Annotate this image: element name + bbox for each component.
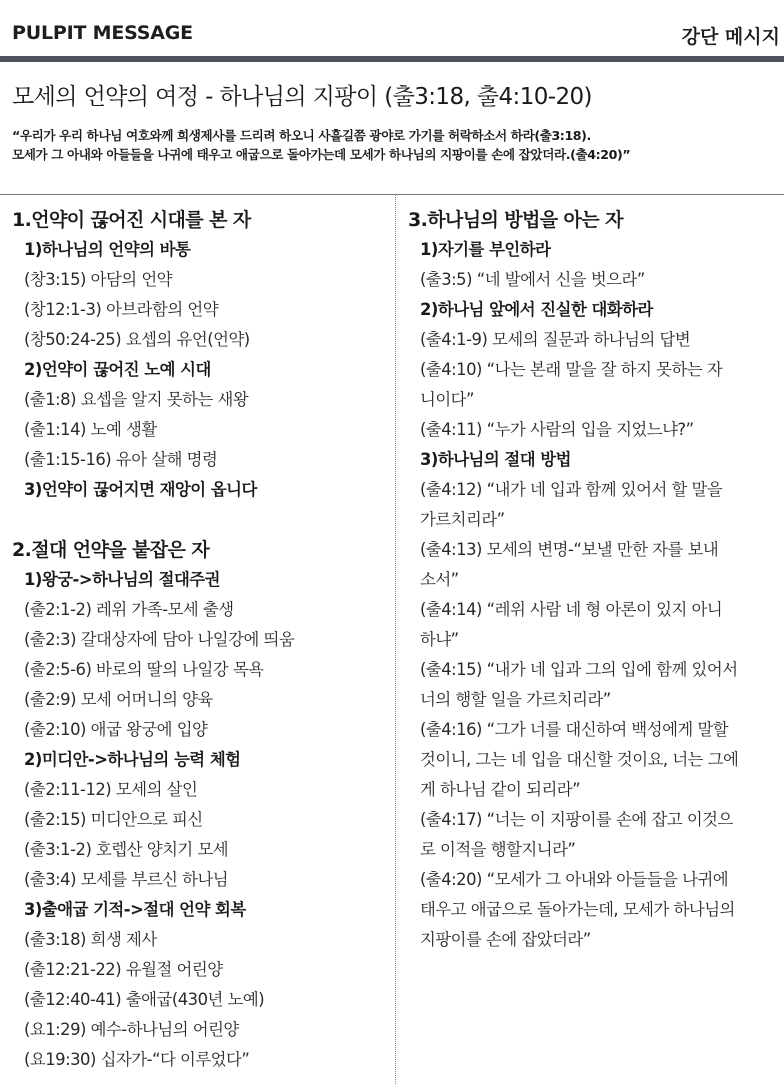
outline-item: (출4:14) “레위 사람 네 형 아론이 있지 아니	[420, 600, 723, 619]
outline-item: (출4:16) “그가 너를 대신하여 백성에게 말할	[420, 720, 729, 739]
outline-item: (출2:11-12) 모세의 살인	[24, 780, 198, 799]
outline-item: (출2:10) 애굽 왕궁에 입양	[24, 720, 208, 739]
outline-item: (창12:1-3) 아브라함의 언약	[24, 300, 219, 319]
section-label-korean: 강단 메시지	[681, 26, 780, 48]
outline-item: (요19:30) 십자가-“다 이루었다”	[24, 1050, 250, 1069]
page-title: 모세의 언약의 여정 - 하나님의 지팡이 (출3:18, 출4:10-20)	[12, 84, 592, 110]
outline-item: 하냐”	[420, 630, 459, 649]
subsection-heading: 3)출애굽 기적->절대 언약 회복	[24, 900, 246, 919]
outline-item: 너의 행할 일을 가르치리라”	[420, 690, 611, 709]
outline-item: (출4:13) 모세의 변명-“보낼 만한 자를 보내	[420, 540, 719, 559]
outline-item: (출4:11) “누가 사람의 입을 지었느냐?”	[420, 420, 694, 439]
section-divider	[0, 194, 784, 195]
subsection-heading: 3)하나님의 절대 방법	[420, 450, 571, 469]
left-column	[12, 205, 390, 1075]
spacer	[12, 505, 390, 535]
outline-item: (출12:40-41) 출애굽(430년 노예)	[24, 990, 265, 1009]
outline-item: (출4:12) “내가 네 입과 함께 있어서 할 말을	[420, 480, 723, 499]
outline-item: (출3:4) 모세를 부르신 하나님	[24, 870, 229, 889]
page-header	[0, 0, 784, 58]
header-rule	[0, 56, 784, 62]
outline-item: (출4:1-9) 모세의 질문과 하나님의 답변	[420, 330, 691, 349]
outline-item: (출4:17) “너는 이 지팡이를 손에 잡고 이것으	[420, 810, 733, 829]
subsection-heading: 1)하나님의 언약의 바통	[24, 240, 191, 259]
section-heading: 2.절대 언약을 붙잡은 자	[12, 539, 210, 561]
outline-item: 지팡이를 손에 잡았더라”	[420, 930, 591, 949]
subsection-heading: 2)하나님 앞에서 진실한 대화하라	[420, 300, 653, 319]
outline-item: (출4:15) “내가 네 입과 그의 입에 함께 있어서	[420, 660, 738, 679]
outline-item: (출2:9) 모세 어머니의 양육	[24, 690, 213, 709]
outline-item: 게 하나님 같이 되리라”	[420, 780, 581, 799]
outline-item: (출4:10) “나는 본래 말을 잘 하지 못하는 자	[420, 360, 723, 379]
outline-item: (출2:1-2) 레위 가족-모세 출생	[24, 600, 234, 619]
outline-item: (출4:20) “모세가 그 아내와 아들들을 나귀에	[420, 870, 729, 889]
scripture-line: “우리가 우리 하나님 여호와께 희생제사를 드리려 하오니 사흘길쯤 광야로 가기를 허락하소서 하라(출3:18).	[12, 128, 591, 143]
outline-item: (출2:5-6) 바로의 딸의 나일강 목욕	[24, 660, 264, 679]
section-label: PULPIT MESSAGE	[12, 22, 193, 44]
outline-item: 로 이적을 행할지니라”	[420, 840, 576, 859]
outline-item: (창50:24-25) 요셉의 유언(언약)	[24, 330, 250, 349]
outline-item: 소서”	[420, 570, 459, 589]
scripture-line: 모세가 그 아내와 아들들을 나귀에 태우고 애굽으로 돌아가는데 모세가 하나님의 지팡이를 손에 잡았더라.(출4:20)”	[12, 147, 631, 162]
outline-item: (출12:21-22) 유월절 어린양	[24, 960, 223, 979]
outline-item: (요1:29) 예수-하나님의 어린양	[24, 1020, 239, 1039]
outline-item: 가르치리라”	[420, 510, 505, 529]
subsection-heading: 3)언약이 끊어지면 재앙이 옵니다	[24, 480, 257, 499]
outline-item: (창3:15) 아담의 언약	[24, 270, 173, 289]
outline-item: 태우고 애굽으로 돌아가는데, 모세가 하나님의	[420, 900, 735, 919]
subsection-heading: 1)왕궁->하나님의 절대주권	[24, 570, 220, 589]
subsection-heading: 1)자기를 부인하라	[420, 240, 551, 259]
outline-item: (출1:8) 요셉을 알지 못하는 새왕	[24, 390, 249, 409]
outline-item: (출3:5) “네 발에서 신을 벗으라”	[420, 270, 645, 289]
scripture-quote	[12, 126, 782, 164]
outline-item: (출1:14) 노예 생활	[24, 420, 157, 439]
outline-item: (출2:3) 갈대상자에 담아 나일강에 띄움	[24, 630, 295, 649]
outline-item: 것이니, 그는 네 입을 대신할 것이요, 너는 그에	[420, 750, 739, 769]
outline-item: (출1:15-16) 유아 살해 명령	[24, 450, 218, 469]
section-heading: 1.언약이 끊어진 시대를 본 자	[12, 209, 251, 231]
outline-item: (출2:15) 미디안으로 피신	[24, 810, 203, 829]
column-divider	[395, 195, 396, 1084]
outline-item: (출3:18) 희생 제사	[24, 930, 157, 949]
subsection-heading: 2)언약이 끊어진 노예 시대	[24, 360, 211, 379]
right-column	[408, 205, 782, 955]
outline-item: (출3:1-2) 호렙산 양치기 모세	[24, 840, 229, 859]
outline-item: 니이다”	[420, 390, 474, 409]
section-heading: 3.하나님의 방법을 아는 자	[408, 209, 623, 231]
subsection-heading: 2)미디안->하나님의 능력 체험	[24, 750, 241, 769]
